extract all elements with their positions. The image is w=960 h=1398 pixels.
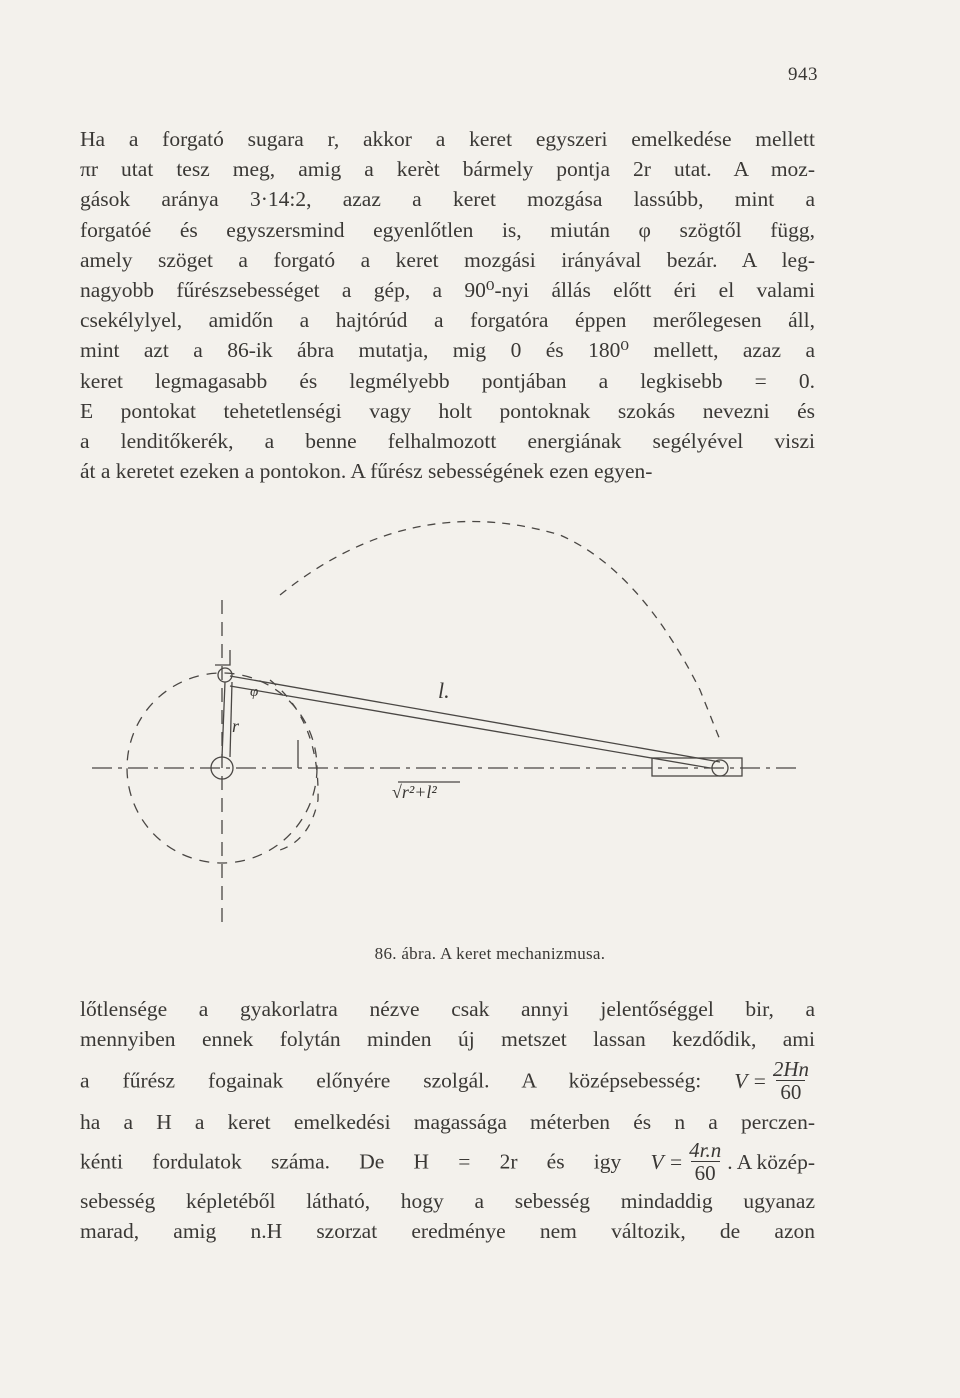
mechanism-diagram	[80, 500, 820, 940]
label-sqrt: √r²+l²	[392, 782, 437, 802]
text-line: át a keretet ezeken a pontokon. A fűrész sebességének ezen egyen-	[80, 459, 653, 484]
formula-line-1	[80, 1058, 815, 1103]
text-segment: kénti fordulatok száma. De H = 2r és igy	[80, 1149, 622, 1174]
fraction	[769, 1058, 813, 1103]
label-l: l.	[438, 678, 450, 703]
text-line: sebesség képletéből látható, hogy a sebesség mindaddig ugyanaz	[80, 1189, 815, 1213]
page-number: 943	[788, 64, 818, 85]
figure-caption: 86. ábra. A keret mechanizmusa.	[374, 944, 606, 963]
fraction-denominator: 60	[776, 1080, 805, 1103]
text-line: lőtlensége a gyakorlatra nézve csak annyi jelentőséggel bir, a	[80, 997, 815, 1021]
fraction-denominator: 60	[691, 1161, 720, 1184]
text-segment: a fűrész fogainak előnyére szolgál. A középsebesség:	[80, 1068, 702, 1093]
text-line: keret legmagasabb és legmélyebb pontjában a legkisebb = 0.	[80, 368, 815, 393]
text-line: Ha a forgató sugara r, akkor a keret egyszeri emelkedése mellett	[80, 127, 815, 151]
crank-pin	[218, 668, 232, 682]
text-line: a lenditőkerék, a benne felhalmozott energiának segélyével viszi	[80, 429, 815, 454]
fraction-numerator: 4r.n	[689, 1138, 722, 1162]
text-line: forgatóé és egyszersmind egyenlőtlen is, miután φ szögtől függ,	[80, 217, 815, 242]
label-r: r	[232, 716, 240, 736]
fraction-numerator: 2Hn	[772, 1057, 810, 1081]
text-line: πr utat tesz meg, amig a kerèt bármely pontja 2r utat. A moz-	[80, 157, 815, 182]
text-line: gások aránya 3·14:2, azaz a keret mozgása lassúbb, mint a	[80, 187, 815, 212]
formula-lhs: V =	[734, 1068, 767, 1093]
text-line: E pontokat tehetetlenségi vagy holt pontoknak szokás nevezni és	[80, 398, 815, 423]
text-line: ha a H a keret emelkedési magassága méterben és n a perczen-	[80, 1110, 815, 1134]
fraction	[685, 1139, 725, 1184]
text-line: mennyiben ennek folytán minden új metszet lassan kezdődik, ami	[80, 1027, 815, 1051]
text-segment: . A közép-	[727, 1149, 816, 1174]
paragraph-1	[80, 124, 815, 486]
label-phi: φ	[250, 684, 259, 700]
formula-line-2	[80, 1139, 815, 1184]
paragraph-2	[80, 994, 815, 1246]
formula-lhs: V =	[650, 1149, 684, 1174]
large-dashed-arc	[280, 522, 720, 741]
text-line: nagyobb fűrészsebességet a gép, a 90⁰-nyi állás előtt éri el valami	[80, 278, 815, 303]
text-line: mint azt a 86-ik ábra mutatja, mig 0 és 180⁰ mellett, azaz a	[80, 338, 815, 363]
formula-v	[734, 1058, 815, 1103]
formula-v2	[650, 1139, 815, 1184]
text-line: amely szöget a forgató a keret mozgási irányával bezár. A leg-	[80, 247, 815, 272]
text-line: marad, amig n.H szorzat eredménye nem változik, de azon	[80, 1219, 815, 1243]
text-line: csekélylyel, amidőn a hajtórúd a forgatóra éppen merőlegesen áll,	[80, 308, 815, 333]
